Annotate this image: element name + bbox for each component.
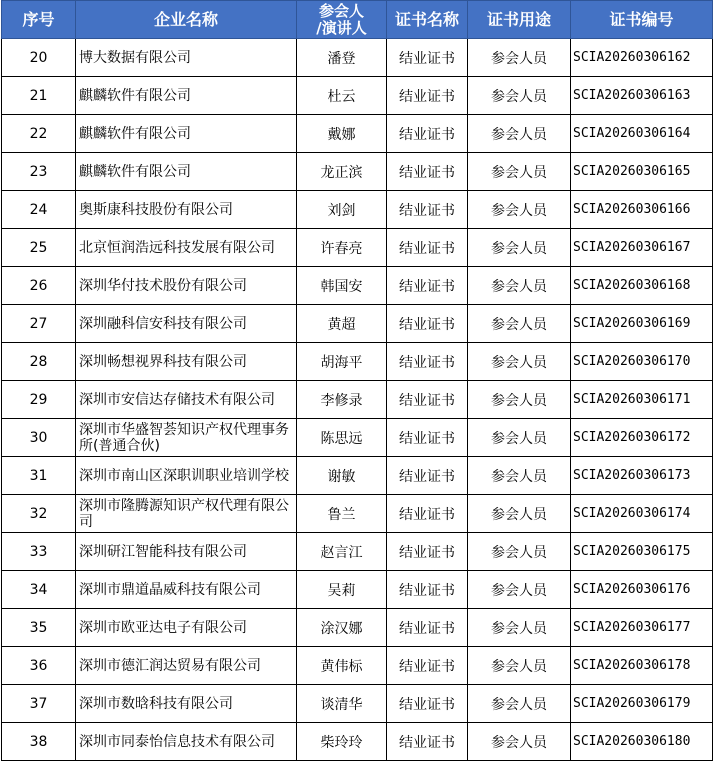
table-row: [2, 343, 713, 381]
cell-cert-no: SCIA20260306179: [571, 685, 713, 723]
cell-company: 深圳市隆腾源知识产权代理有限公司: [76, 495, 297, 533]
cell-cert-use: 参会人员: [468, 191, 571, 229]
cell-cert-no: SCIA20260306174: [571, 495, 713, 533]
cell-person: 杜云: [297, 77, 387, 115]
cell-cert-no: SCIA20260306176: [571, 571, 713, 609]
cell-cert-name: 结业证书: [387, 457, 468, 495]
cell-seq: 31: [2, 457, 76, 495]
header-company: 企业名称: [76, 1, 297, 39]
cell-seq: 25: [2, 229, 76, 267]
cell-cert-no: SCIA20260306180: [571, 723, 713, 761]
cell-cert-no: SCIA20260306163: [571, 77, 713, 115]
cell-seq: 34: [2, 571, 76, 609]
cell-cert-name: 结业证书: [387, 609, 468, 647]
cell-company: 深圳融科信安科技有限公司: [76, 305, 297, 343]
table-row: [2, 153, 713, 191]
cell-company: 深圳市安信达存储技术有限公司: [76, 381, 297, 419]
cell-person: 戴娜: [297, 115, 387, 153]
table-row: [2, 609, 713, 647]
table-row: [2, 419, 713, 457]
cell-cert-name: 结业证书: [387, 419, 468, 457]
cell-cert-no: SCIA20260306166: [571, 191, 713, 229]
cell-cert-name: 结业证书: [387, 685, 468, 723]
cell-company: 深圳市数晗科技有限公司: [76, 685, 297, 723]
header-cert-no: 证书编号: [571, 1, 713, 39]
header-row: [2, 1, 713, 39]
table-row: [2, 533, 713, 571]
table-row: [2, 39, 713, 77]
cell-cert-name: 结业证书: [387, 191, 468, 229]
cell-seq: 20: [2, 39, 76, 77]
cell-cert-name: 结业证书: [387, 305, 468, 343]
cell-cert-use: 参会人员: [468, 457, 571, 495]
cell-seq: 27: [2, 305, 76, 343]
cell-seq: 22: [2, 115, 76, 153]
cell-cert-name: 结业证书: [387, 153, 468, 191]
cell-cert-name: 结业证书: [387, 343, 468, 381]
table-row: [2, 571, 713, 609]
cell-person: 李修录: [297, 381, 387, 419]
table-row: [2, 647, 713, 685]
cell-cert-name: 结业证书: [387, 571, 468, 609]
cell-person: 吴莉: [297, 571, 387, 609]
cell-cert-use: 参会人员: [468, 571, 571, 609]
cell-cert-use: 参会人员: [468, 647, 571, 685]
cell-company: 麒麟软件有限公司: [76, 77, 297, 115]
cell-cert-name: 结业证书: [387, 381, 468, 419]
header-cert-name: 证书名称: [387, 1, 468, 39]
cell-person: 鲁兰: [297, 495, 387, 533]
cell-cert-use: 参会人员: [468, 343, 571, 381]
cell-cert-use: 参会人员: [468, 39, 571, 77]
cell-cert-name: 结业证书: [387, 267, 468, 305]
cell-person: 韩国安: [297, 267, 387, 305]
table-row: [2, 77, 713, 115]
cell-cert-use: 参会人员: [468, 685, 571, 723]
certificate-table: [1, 0, 713, 761]
cell-cert-name: 结业证书: [387, 229, 468, 267]
cell-cert-use: 参会人员: [468, 153, 571, 191]
cell-seq: 36: [2, 647, 76, 685]
cell-seq: 35: [2, 609, 76, 647]
cell-company: 深圳市同泰怡信息技术有限公司: [76, 723, 297, 761]
cell-seq: 29: [2, 381, 76, 419]
cell-cert-no: SCIA20260306162: [571, 39, 713, 77]
cell-seq: 23: [2, 153, 76, 191]
cell-person: 胡海平: [297, 343, 387, 381]
cell-cert-no: SCIA20260306177: [571, 609, 713, 647]
cell-seq: 33: [2, 533, 76, 571]
cell-cert-use: 参会人员: [468, 381, 571, 419]
cell-seq: 21: [2, 77, 76, 115]
cell-company: 深圳市德汇润达贸易有限公司: [76, 647, 297, 685]
cell-cert-use: 参会人员: [468, 419, 571, 457]
cell-cert-use: 参会人员: [468, 115, 571, 153]
table-row: [2, 115, 713, 153]
cell-cert-no: SCIA20260306175: [571, 533, 713, 571]
header-attendee-line1: 参会人: [318, 1, 364, 20]
cell-cert-use: 参会人员: [468, 77, 571, 115]
cell-company: 深圳畅想视界科技有限公司: [76, 343, 297, 381]
cell-cert-no: SCIA20260306168: [571, 267, 713, 305]
cell-company: 博大数据有限公司: [76, 39, 297, 77]
cell-cert-use: 参会人员: [468, 267, 571, 305]
cell-seq: 28: [2, 343, 76, 381]
cell-cert-use: 参会人员: [468, 533, 571, 571]
cell-seq: 37: [2, 685, 76, 723]
cell-person: 柴玲玲: [297, 723, 387, 761]
cell-cert-use: 参会人员: [468, 609, 571, 647]
table-row: [2, 723, 713, 761]
cell-cert-name: 结业证书: [387, 647, 468, 685]
cell-cert-name: 结业证书: [387, 39, 468, 77]
header-cert-use: 证书用途: [468, 1, 571, 39]
table-body: [2, 39, 713, 761]
cell-seq: 32: [2, 495, 76, 533]
cell-company: 深圳华付技术股份有限公司: [76, 267, 297, 305]
cell-person: 涂汉娜: [297, 609, 387, 647]
table-row: [2, 305, 713, 343]
cell-person: 赵言江: [297, 533, 387, 571]
cell-person: 龙正滨: [297, 153, 387, 191]
cell-person: 谈清华: [297, 685, 387, 723]
cell-cert-name: 结业证书: [387, 77, 468, 115]
cell-company: 深圳研江智能科技有限公司: [76, 533, 297, 571]
table-row: [2, 381, 713, 419]
cell-company: 麒麟软件有限公司: [76, 115, 297, 153]
cell-person: 陈思远: [297, 419, 387, 457]
table-row: [2, 685, 713, 723]
cell-cert-no: SCIA20260306173: [571, 457, 713, 495]
cell-company: 奥斯康科技股份有限公司: [76, 191, 297, 229]
cell-person: 谢敏: [297, 457, 387, 495]
cell-person: 许春亮: [297, 229, 387, 267]
cell-cert-no: SCIA20260306164: [571, 115, 713, 153]
header-attendee: [297, 1, 387, 39]
cell-cert-use: 参会人员: [468, 495, 571, 533]
cell-cert-name: 结业证书: [387, 723, 468, 761]
cell-cert-no: SCIA20260306172: [571, 419, 713, 457]
cell-person: 黄伟标: [297, 647, 387, 685]
cell-cert-no: SCIA20260306170: [571, 343, 713, 381]
cell-cert-name: 结业证书: [387, 533, 468, 571]
cell-seq: 24: [2, 191, 76, 229]
cell-cert-name: 结业证书: [387, 495, 468, 533]
cell-company: 深圳市鼎道晶威科技有限公司: [76, 571, 297, 609]
cell-person: 黄超: [297, 305, 387, 343]
table-header: [2, 1, 713, 39]
cell-person: 潘登: [297, 39, 387, 77]
cell-cert-no: SCIA20260306171: [571, 381, 713, 419]
table-row: [2, 229, 713, 267]
cell-cert-use: 参会人员: [468, 305, 571, 343]
cell-person: 刘剑: [297, 191, 387, 229]
header-attendee-line2: /演讲人: [316, 18, 367, 37]
cell-company: 深圳市华盛智荟知识产权代理事务所(普通合伙): [76, 419, 297, 457]
cell-cert-no: SCIA20260306169: [571, 305, 713, 343]
table-row: [2, 267, 713, 305]
cell-company: 麒麟软件有限公司: [76, 153, 297, 191]
cell-cert-use: 参会人员: [468, 723, 571, 761]
cell-cert-use: 参会人员: [468, 229, 571, 267]
cell-cert-no: SCIA20260306178: [571, 647, 713, 685]
table-row: [2, 191, 713, 229]
cell-cert-name: 结业证书: [387, 115, 468, 153]
table-row: [2, 457, 713, 495]
cell-seq: 26: [2, 267, 76, 305]
cell-company: 深圳市南山区深职训职业培训学校: [76, 457, 297, 495]
cell-company: 北京恒润浩远科技发展有限公司: [76, 229, 297, 267]
cell-company: 深圳市欧亚达电子有限公司: [76, 609, 297, 647]
header-seq: 序号: [2, 1, 76, 39]
cell-seq: 38: [2, 723, 76, 761]
cell-cert-no: SCIA20260306167: [571, 229, 713, 267]
table-row: [2, 495, 713, 533]
cell-cert-no: SCIA20260306165: [571, 153, 713, 191]
cell-seq: 30: [2, 419, 76, 457]
